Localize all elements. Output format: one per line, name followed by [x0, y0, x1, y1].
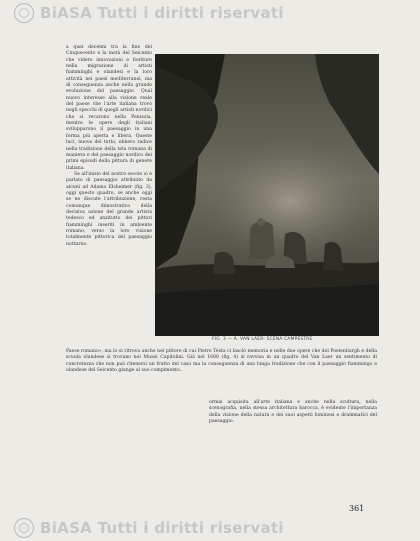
watermark-seal-icon [14, 3, 34, 23]
figure-caption: FIG. 3 — A. VAN LAER: SCENA CAMPESTRE [212, 337, 313, 342]
watermark-bottom [0, 515, 420, 541]
page-number: 361 [349, 504, 365, 513]
full-width-column [66, 349, 377, 374]
right-column [209, 400, 377, 425]
full-width-paragraph: Paese romano», ma lo si ritrova anche nel pittore di cui Pietro Testa ci lasciò memoria e nelle due opere che del Poelenburgh e della scuola olandese si trovano nei Musei Capitolini. Già nel 1600 (fig. 4) si ravvisa in un quadro del Van Laer un sentimento di concretezza che non può ritenersi un frutto del caso ma la conseguenza di una lunga tradizione che con il paesaggio fiammingo e olandese del Seicento giunge al suo compimento. [66, 349, 377, 374]
watermark-text: BiASA Tutti i diritti riservati [40, 519, 284, 537]
watermark-seal-icon [14, 518, 34, 538]
watermark-text: BiASA Tutti i diritti riservati [40, 4, 284, 22]
left-column [66, 45, 152, 248]
left-column-paragraph-1: a quei decenni tra la fine del Cinquecento e la metà del Seicento che videro innovazioni e fioriture nella migrazione di artisti fiamminghi e olandesi e la loro attività nei paesi mediterranei, ma di conseguenza anche nella grande evoluzione del paesaggio. Qual nuovo interesse alla visione reale del paese che l'arte italiana trovò negli specchi di quegli artisti nordici che si recarono nella Penisola, mentre le opere degli italiani svilupparono il paesaggio in una forma più aperta e libera. Queste luci, nuove del tutto, ebbero radice nella tradizione della tela romana di maniera e del paesaggio nordico dei primi episodi della pittura di genere italiana. [66, 45, 152, 171]
left-column-paragraph-2: Se all'inizio del nostro secolo si è parlato di paesaggio attribuito da alcuni ad Adamo Elsheimer (fig. 3), oggi questo quadro, se anche oggi se ne discute l'attribuzione, resta comunque dimostrativo della decisiva azione del grande artista tedesco ed anzitutto dei pittori fiamminghi inseriti in ambiente romano, verso la loro visione totalmente pittorica del paesaggio notturno. [66, 171, 152, 247]
painting-plate [155, 54, 379, 336]
watermark-top [0, 0, 420, 26]
painting-image [155, 54, 379, 336]
right-column-paragraph: ormai acquisita all'arte italiana e anche nella scultura, nella scenografia, nella stessa architettura barocca, è evidente l'importanza della visione della natura e dei suoi aspetti luminosi e drammatici del paesaggio. [209, 400, 377, 425]
